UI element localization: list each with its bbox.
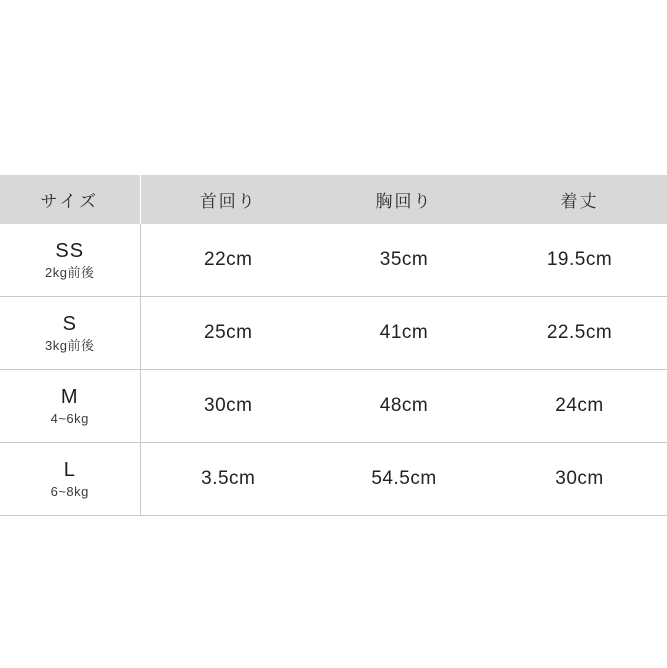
cell-length <box>492 297 667 370</box>
cell-neck <box>140 297 316 370</box>
value-neck: 25cm <box>204 322 253 343</box>
column-header-length: 着丈 <box>492 175 667 224</box>
cell-chest <box>316 224 492 297</box>
cell-chest <box>316 370 492 443</box>
value-neck: 22cm <box>204 249 253 270</box>
table-row <box>0 370 667 443</box>
value-length: 19.5cm <box>546 249 613 270</box>
table-row <box>0 443 667 516</box>
column-header-neck: 首回り <box>140 175 316 224</box>
cell-size <box>0 443 140 516</box>
size-label: L <box>63 458 76 481</box>
size-weight: 6~8kg <box>50 483 89 499</box>
size-weight: 3kg前後 <box>45 337 95 353</box>
value-chest: 35cm <box>379 249 429 270</box>
size-weight: 4~6kg <box>50 410 89 426</box>
value-neck: 3.5cm <box>201 468 256 489</box>
table-body <box>0 224 667 516</box>
table-header <box>0 175 667 224</box>
size-chart-table <box>0 175 667 516</box>
column-header-chest: 胸回り <box>316 175 492 224</box>
size-label: S <box>62 312 77 335</box>
size-label: SS <box>55 239 85 262</box>
column-header-size: サイズ <box>0 175 140 224</box>
cell-length <box>492 370 667 443</box>
value-length: 22.5cm <box>546 322 613 343</box>
cell-length <box>492 224 667 297</box>
value-chest: 41cm <box>379 322 429 343</box>
value-length: 30cm <box>555 468 604 489</box>
table-row <box>0 224 667 297</box>
value-length: 24cm <box>555 395 604 416</box>
cell-size <box>0 370 140 443</box>
cell-length <box>492 443 667 516</box>
size-label: M <box>60 385 79 408</box>
cell-size <box>0 224 140 297</box>
table-row <box>0 297 667 370</box>
value-chest: 54.5cm <box>371 468 437 489</box>
value-neck: 30cm <box>204 395 253 416</box>
cell-chest <box>316 443 492 516</box>
value-chest: 48cm <box>379 395 429 416</box>
table-header-row <box>0 175 667 224</box>
cell-neck <box>140 443 316 516</box>
cell-neck <box>140 224 316 297</box>
cell-neck <box>140 370 316 443</box>
cell-chest <box>316 297 492 370</box>
cell-size <box>0 297 140 370</box>
size-weight: 2kg前後 <box>45 264 95 280</box>
